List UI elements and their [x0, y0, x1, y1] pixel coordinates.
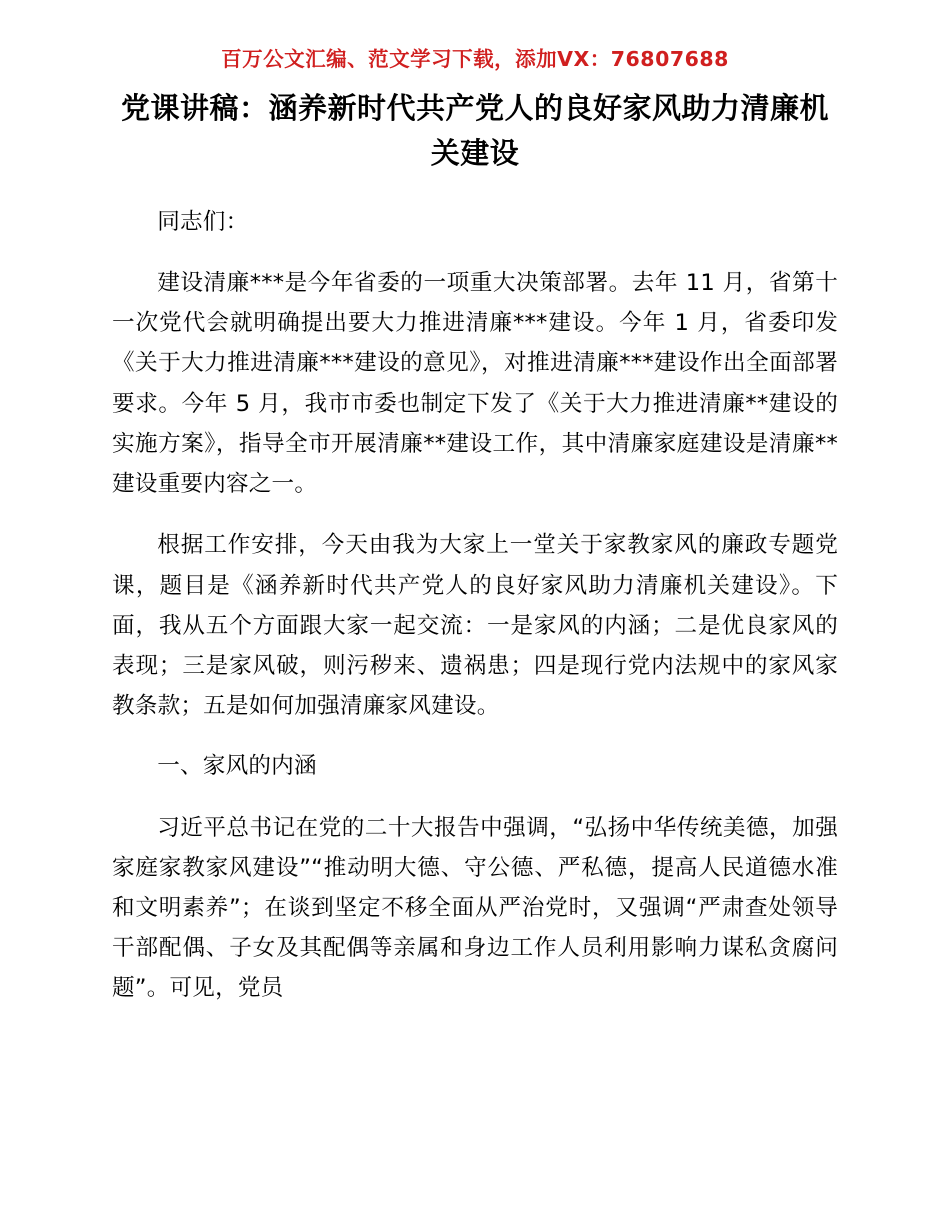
section-heading-1: 一、家风的内涵 — [157, 753, 317, 780]
watermark-banner: 百万公文汇编、范文学习下载，添加VX：76807688 — [221, 47, 729, 71]
paragraph-3: 习近平总书记在党的二十大报告中强调，“弘扬中华传统美德，加强家庭家教家风建设”“推动明大德、守公德、严私德，提高人民道德水准和文明素养”；在谈到坚定不移全面从严治党时，又强调“严肃查处领导干部配偶、子女及其配偶等亲属和身边工作人员利用影响力谋私贪腐问题”。可见，党员 — [112, 814, 838, 1002]
paragraph-1: 建设清廉***是今年省委的一项重大决策部署。去年 11 月，省第十一次党代会就明确提出要大力推进清廉***建设。今年 1 月，省委印发《关于大力推进清廉***建设的意见》，对推进清廉***建设作出全面部署要求。今年 5 月，我市市委也制定下发了《关于大力推进清廉**建设的实施方案》，指导全市开展清廉**建设工作，其中清廉家庭建设是清廉**建设重要内容之一。 — [112, 270, 838, 498]
salutation: 同志们： — [157, 208, 249, 235]
paragraph-2: 根据工作安排，今天由我为大家上一堂关于家教家风的廉政专题党课，题目是《涵养新时代共产党人的良好家风助力清廉机关建设》。下面，我从五个方面跟大家一起交流：一是家风的内涵；二是优良家风的表现；三是家风破，则污秽来、遗祸患；四是现行党内法规中的家风家教条款；五是如何加强清廉家风建设。 — [112, 532, 838, 720]
page-title: 党课讲稿：涵养新时代共产党人的良好家风助力清廉机关建设 — [120, 91, 829, 170]
